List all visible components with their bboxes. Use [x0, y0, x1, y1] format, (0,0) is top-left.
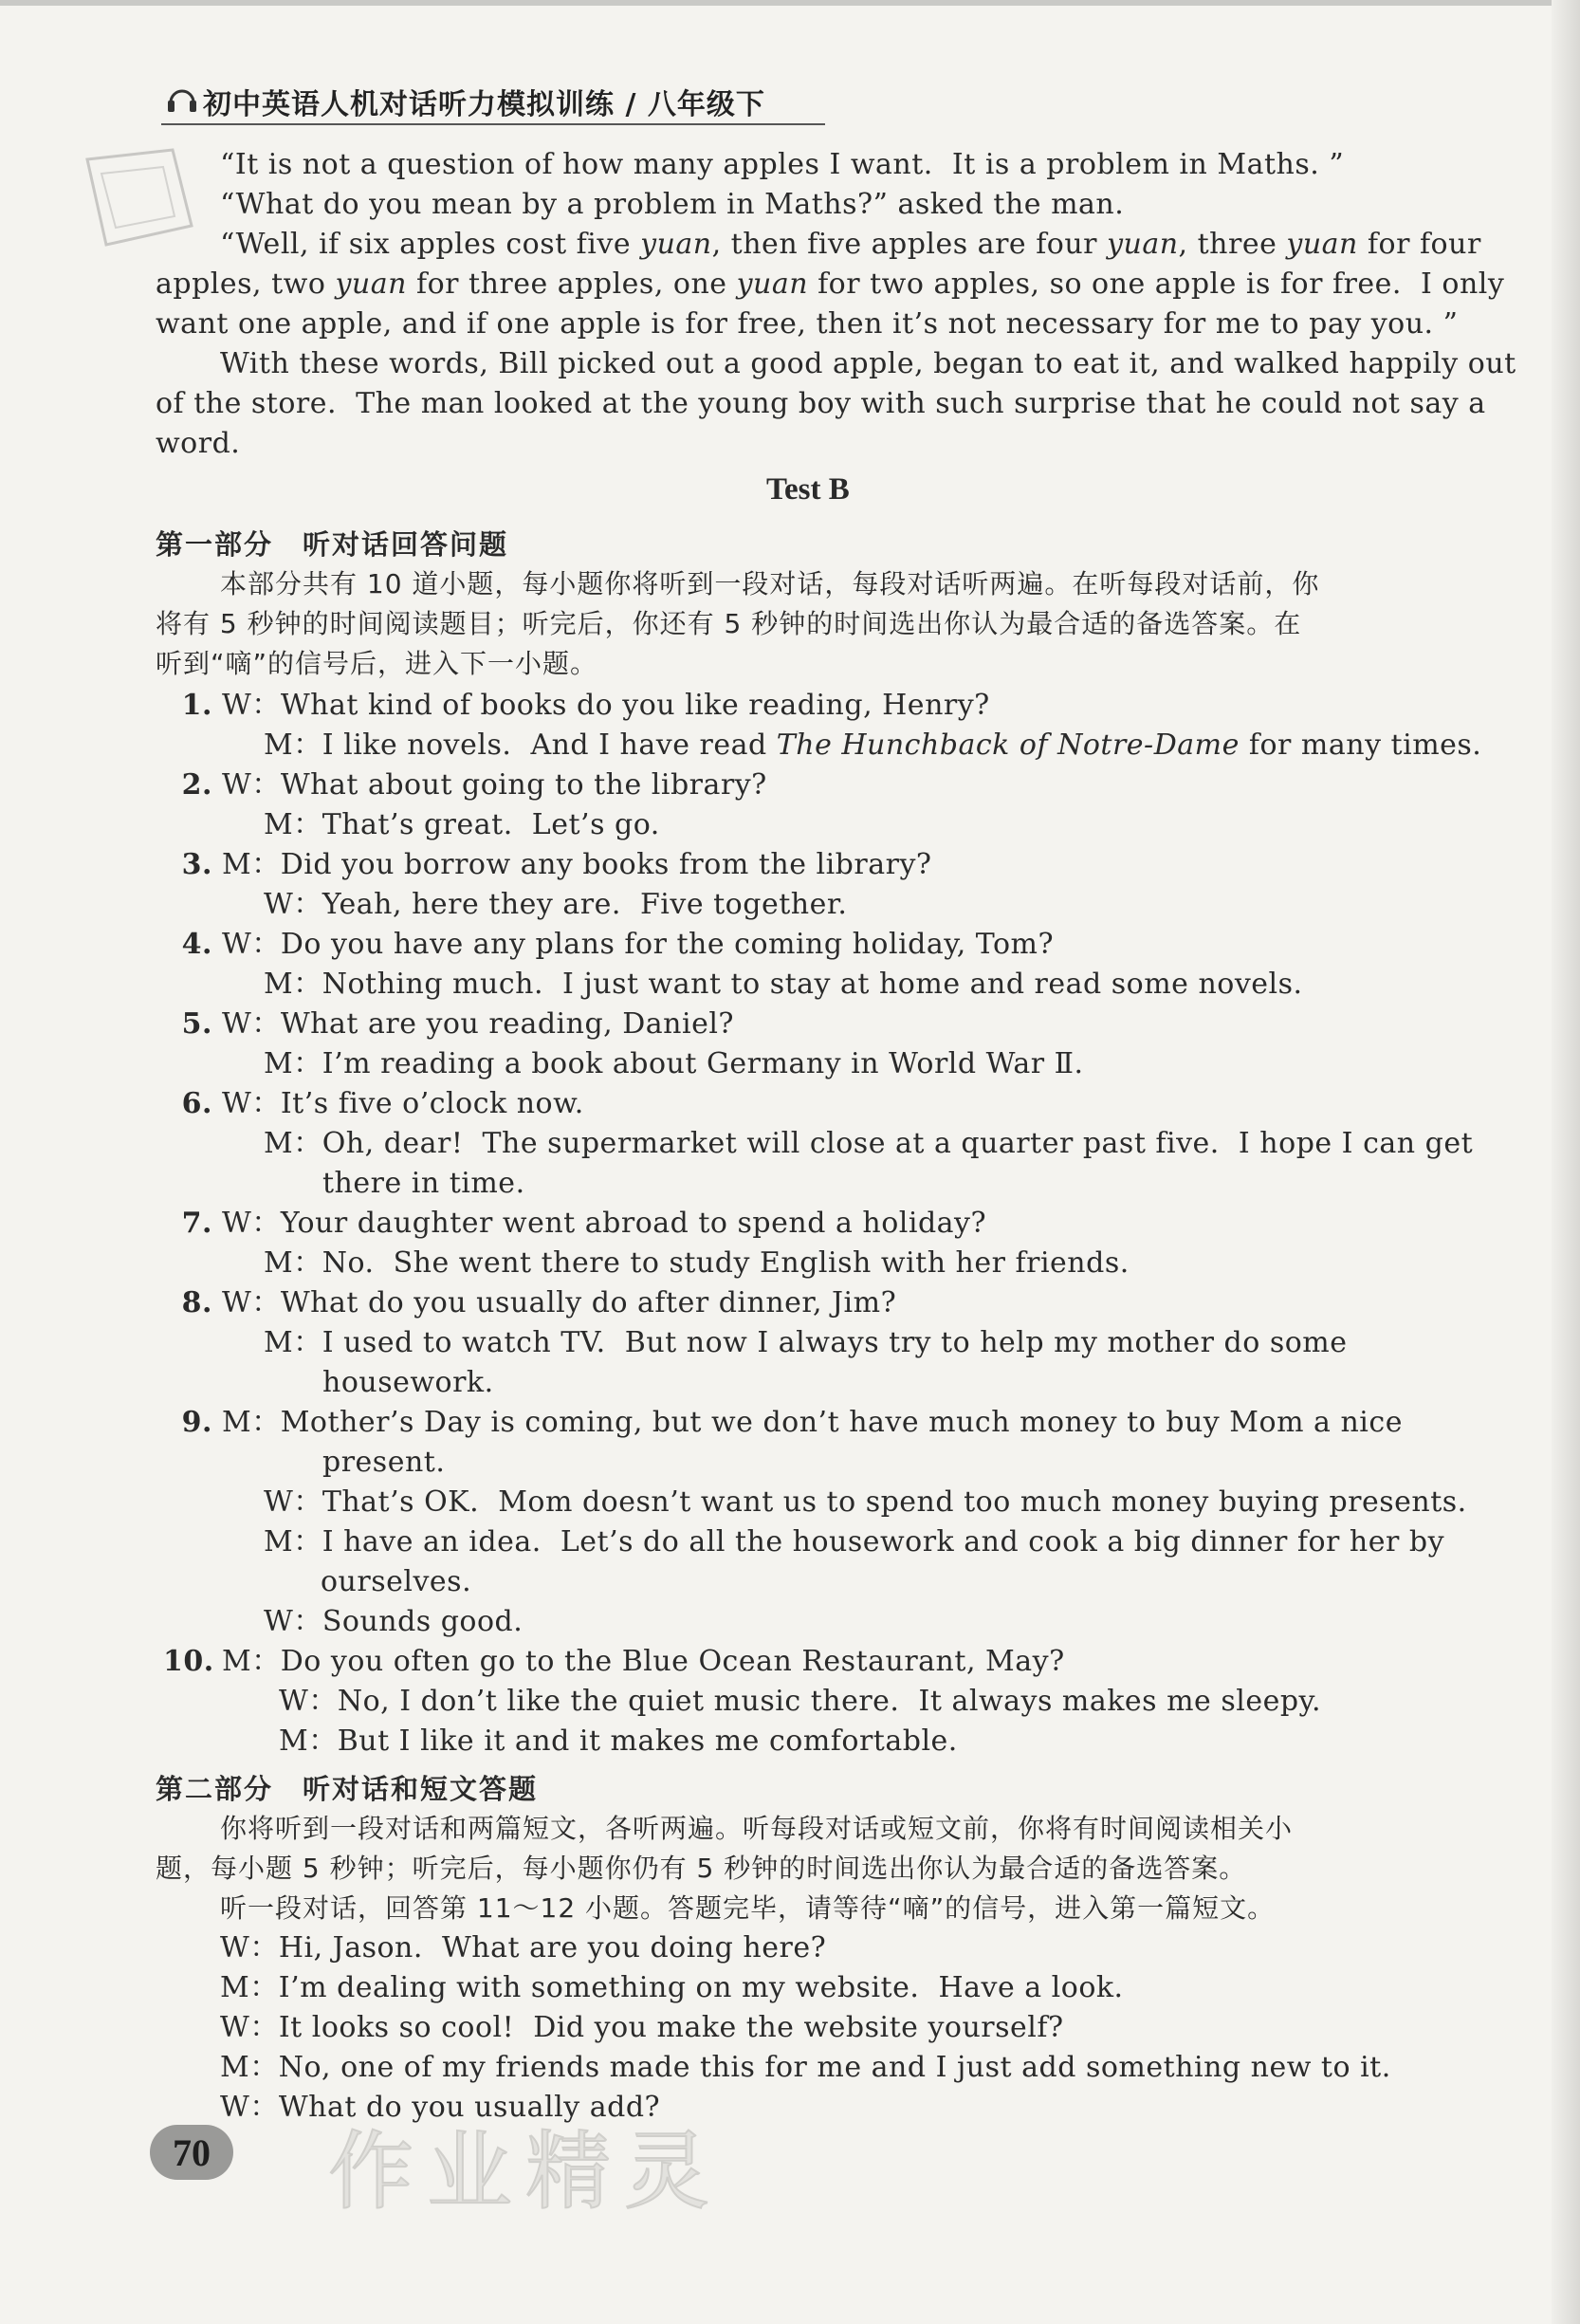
story-line	[156, 266, 1504, 304]
story-line: want one apple, and if one apple is for free, then it’s not necessary for me to pay you. ”	[156, 307, 1459, 341]
text-run: W：It’s five o’clock now.	[222, 1087, 584, 1120]
story-line: “It is not a question of how many apples I want. It is a problem in Maths. ”	[220, 148, 1345, 181]
text-run: W：What do you usually do after dinner, Jim?	[222, 1286, 897, 1319]
text-run: M：Do you often go to the Blue Ocean Restaurant, May?	[222, 1645, 1065, 1678]
italic-word: yuan	[335, 267, 407, 301]
dialogue-line: W：Sounds good.	[264, 1605, 524, 1638]
dialogue-line: W：Yeah, here they are. Five together.	[264, 888, 848, 921]
header-title: 初中英语人机对话听力模拟训练 / 八年级下	[203, 88, 765, 121]
story-line: of the store. The man looked at the young boy with such surprise that he could not say a	[156, 387, 1486, 420]
italic-word: yuan	[1286, 228, 1358, 261]
part2-intro: 题，每小题 5 秒钟；听完后，每小题你仍有 5 秒钟的时间选出你认为最合适的备选答案。	[156, 1853, 1247, 1884]
stamp-icon	[68, 140, 211, 254]
header-underline	[161, 123, 825, 125]
dialogue-line	[163, 1085, 584, 1123]
dialogue-line: M：I’m dealing with something on my website. Have a look.	[220, 1971, 1124, 2004]
dialogue-line	[163, 1643, 1065, 1681]
dialogue-line: W：It looks so cool! Did you make the website yourself?	[220, 2011, 1064, 2044]
question-number: 5.	[181, 1007, 212, 1041]
text-run: , three	[1178, 228, 1287, 261]
question-number: 7.	[181, 1207, 212, 1240]
test-title: Test B	[766, 472, 850, 507]
dialogue-line: ourselves.	[321, 1565, 472, 1598]
top-rule	[0, 0, 1580, 6]
dialogue-line	[163, 1404, 1403, 1442]
dialogue-line: M：I’m reading a book about Germany in World War Ⅱ.	[264, 1047, 1084, 1080]
dialogue-line	[163, 1005, 734, 1043]
text-run: M：Did you borrow any books from the library?	[222, 848, 932, 881]
dialogue-line: W：No, I don’t like the quiet music there. It always makes me sleepy.	[279, 1685, 1322, 1718]
story-line: With these words, Bill picked out a good apple, began to eat it, and walked happily out	[220, 347, 1516, 380]
text-run: for four	[1357, 228, 1481, 261]
text-run: apples, two	[156, 267, 336, 301]
text-run: W：What kind of books do you like reading, Henry?	[222, 689, 990, 722]
dialogue-line: M：No, one of my friends made this for me and I just add something new to it.	[220, 2051, 1391, 2084]
question-number: 6.	[181, 1087, 212, 1120]
part1-intro: 本部分共有 10 道小题，每小题你将听到一段对话，每段对话听两遍。在听每段对话前，你	[220, 568, 1320, 599]
part1-intro: 听到“嘀”的信号后，进入下一小题。	[156, 648, 598, 679]
dialogue-line: W：Hi, Jason. What are you doing here?	[220, 1931, 827, 1964]
question-number: 3.	[181, 848, 212, 881]
italic-word: yuan	[736, 267, 809, 301]
book-title: The Hunchback of Notre-Dame	[776, 729, 1240, 762]
text-run: W：What about going to the library?	[222, 768, 767, 802]
story-line	[220, 226, 1481, 264]
part2-heading: 第二部分 听对话和短文答题	[156, 1773, 539, 1805]
question-number: 10.	[163, 1645, 214, 1678]
text-run: “Well, if six apples cost five	[220, 228, 641, 261]
dialogue-line	[264, 727, 1481, 765]
dialogue-line: housework.	[322, 1366, 494, 1399]
part1-heading: 第一部分 听对话回答问题	[156, 528, 509, 561]
italic-word: yuan	[640, 228, 712, 261]
dialogue-line: M：Oh, dear! The supermarket will close at a quarter past five. I hope I can get	[264, 1127, 1474, 1160]
dialogue-line	[163, 846, 931, 884]
page-number: 70	[173, 2130, 211, 2174]
dialogue-line	[163, 766, 767, 804]
text-run: for two apples, so one apple is for free. I only	[808, 267, 1505, 301]
page-edge-shadow	[1552, 0, 1580, 2324]
text-run: for three apples, one	[406, 267, 737, 301]
dialogue-line: M：I used to watch TV. But now I always try to help my mother do some	[264, 1326, 1348, 1359]
dialogue-line: W：What do you usually add?	[220, 2091, 661, 2124]
page-number-badge	[150, 2125, 233, 2180]
running-header	[203, 78, 765, 125]
dialogue-line	[163, 687, 990, 725]
dialogue-line: M：No. She went there to study English with her friends.	[264, 1246, 1130, 1280]
text-run: W：Your daughter went abroad to spend a holiday?	[222, 1207, 987, 1240]
story-line: word.	[156, 427, 241, 460]
part1-intro: 将有 5 秒钟的时间阅读题目；听完后，你还有 5 秒钟的时间选出你认为最合适的备选答案。在	[156, 608, 1302, 639]
part2-intro: 你将听到一段对话和两篇短文，各听两遍。听每段对话或短文前，你将有时间阅读相关小	[220, 1813, 1294, 1844]
text-run: , then five apples are four	[711, 228, 1108, 261]
dialogue-line	[163, 1205, 986, 1243]
text-run: W：What are you reading, Daniel?	[222, 1007, 735, 1041]
dialogue-line: there in time.	[322, 1167, 525, 1200]
text-run: M：Mother’s Day is coming, but we don’t have much money to buy Mom a nice	[222, 1406, 1403, 1439]
question-number: 8.	[181, 1286, 212, 1319]
dialogue-line	[163, 926, 1054, 964]
dialogue-line: present.	[322, 1446, 446, 1479]
dialogue-line: M：But I like it and it makes me comfortable.	[279, 1725, 958, 1758]
dialogue-line: M：Nothing much. I just want to stay at home and read some novels.	[264, 968, 1303, 1001]
question-number: 2.	[181, 768, 212, 802]
dialogue-line: M：I have an idea. Let’s do all the housework and cook a big dinner for her by	[264, 1525, 1445, 1559]
part2-intro: 听一段对话，回答第 11～12 小题。答题完毕，请等待“嘀”的信号，进入第一篇短文。	[220, 1892, 1276, 1924]
story-line: “What do you mean by a problem in Maths?” asked the man.	[220, 188, 1125, 221]
text-run: for many times.	[1239, 729, 1482, 762]
question-number: 9.	[181, 1406, 212, 1439]
watermark: 作业精灵	[328, 2122, 723, 2222]
question-number: 1.	[181, 689, 212, 722]
dialogue-line: M：That’s great. Let’s go.	[264, 808, 660, 841]
text-run: M：I like novels. And I have read	[264, 729, 777, 762]
text-run: W：Do you have any plans for the coming holiday, Tom?	[222, 928, 1055, 961]
headset-icon	[165, 83, 199, 118]
dialogue-line	[163, 1284, 896, 1322]
italic-word: yuan	[1107, 228, 1179, 261]
dialogue-line: W：That’s OK. Mom doesn’t want us to spend too much money buying presents.	[264, 1485, 1467, 1519]
question-number: 4.	[181, 928, 212, 961]
